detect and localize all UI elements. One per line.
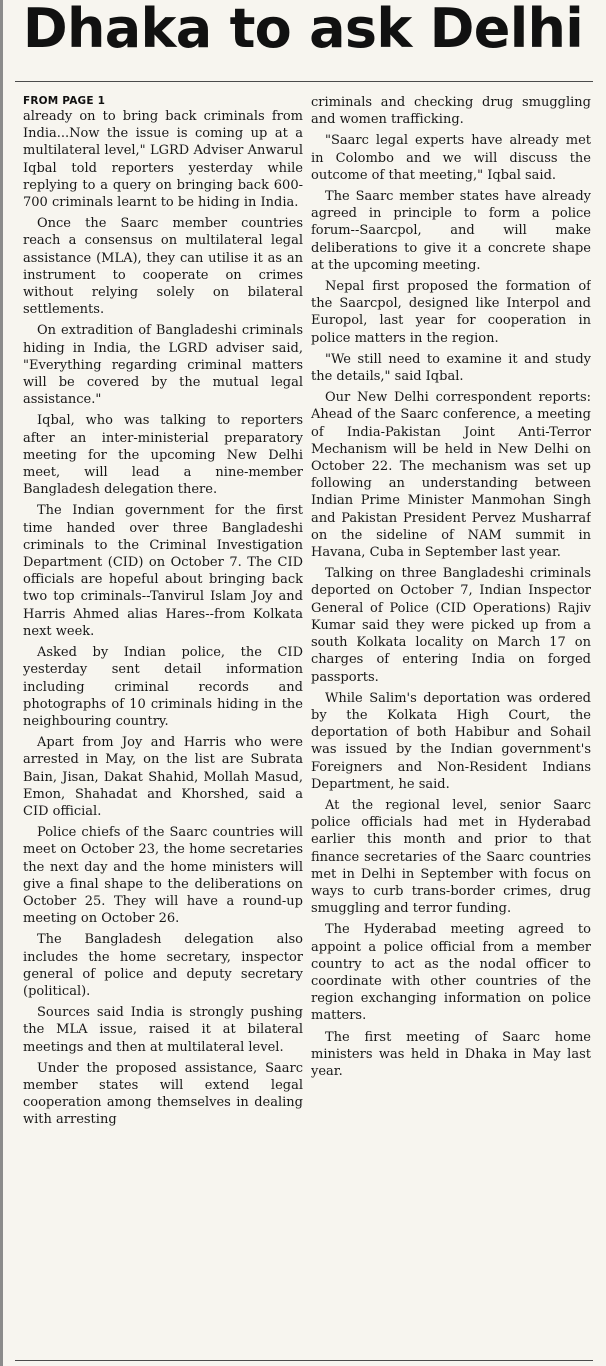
article-paragraph: The Indian government for the first time handed over three Bangladeshi criminals to the Criminal Investigation Department (CID) on October 7. The CID officials are hopeful about bringing back two top criminals--Tanvirul Islam Joy and Harris Ahmed alias Hares--from Kolkata next week. <box>23 503 303 639</box>
article-paragraph: criminals and checking drug smuggling and women trafficking. <box>311 95 591 128</box>
article-paragraph: The Saarc member states have already agreed in principle to form a police forum--Saarcpol, and will make deliberations to give it a concrete shape at the upcoming meeting. <box>311 189 591 273</box>
article-paragraph: already on to bring back criminals from India...Now the issue is coming up at a multilateral level," LGRD Adviser Anwarul Iqbal told reporters yesterday while replying to a query on bringing back 600-700 criminals learnt to be hiding in India. <box>23 109 303 211</box>
article-kicker: FROM PAGE 1 <box>23 95 106 107</box>
article-paragraph: While Salim's deportation was ordered by the Kolkata High Court, the deportation of both Habibur and Sohail was issued by the Indian government's Foreigners and Non-Resident Indians Department, he said. <box>311 690 591 792</box>
article-paragraph: The Hyderabad meeting agreed to appoint a police official from a member country to act as the nodal officer to coordinate with other countries of the region exchanging information on police matters. <box>311 922 591 1024</box>
article-paragraph: Once the Saarc member countries reach a consensus on multilateral legal assistance (MLA), they can utilise it as an instrument to cooperate on crimes without relying solely on bilateral settlements. <box>23 216 303 318</box>
article-paragraph: Our New Delhi correspondent reports: Ahead of the Saarc conference, a meeting of India-Pakistan Joint Anti-Terror Mechanism will be held in New Delhi on October 22. The mechanism was set up following an understanding between Indian Prime Minister Manmohan Singh and Pakistan President Pervez Musharraf on the sideline of NAM summit in Havana, Cuba in September last year. <box>311 390 591 561</box>
article-column-left <box>23 94 303 1350</box>
article-paragraph: Iqbal, who was talking to reporters after an inter-ministerial preparatory meeting for the upcoming New Delhi meet, will lead a nine-member Bangladesh delegation there. <box>23 413 303 498</box>
article-paragraph: "Saarc legal experts have already met in Colombo and we will discuss the outcome of that meeting," Iqbal said. <box>311 133 591 183</box>
article-paragraph: Talking on three Bangladeshi criminals deported on October 7, Indian Inspector General of Police (CID Operations) Rajiv Kumar said they were picked up from a south Kolkata locality on March 17 on charges of entering India on forged passports. <box>311 566 591 685</box>
article-paragraph: Under the proposed assistance, Saarc member states will extend legal cooperation among themselves in dealing with arresting <box>23 1060 303 1128</box>
article-paragraph: Sources said India is strongly pushing the MLA issue, raised it at bilateral meetings and then at multilateral level. <box>23 1005 303 1055</box>
article-paragraph: Police chiefs of the Saarc countries will meet on October 23, the home secretaries the next day and the home ministers will give a final shape to the deliberations on October 25. They will have a round-up meeting on October 26. <box>23 825 303 927</box>
article-paragraph: Nepal first proposed the formation of the Saarcpol, designed like Interpol and Europol, last year for cooperation in police matters in the region. <box>311 279 591 346</box>
article-paragraph: The first meeting of Saarc home ministers was held in Dhaka in May last year. <box>311 1029 591 1079</box>
article-paragraph: Asked by Indian police, the CID yesterday sent detail information including criminal records and photographs of 10 criminals hiding in the neighbouring country. <box>23 645 303 729</box>
scan-edge <box>0 0 3 1366</box>
article-column-right <box>311 94 591 1350</box>
article-paragraph: On extradition of Bangladeshi criminals hiding in India, the LGRD adviser said, "Everything regarding criminal matters will be covered by the mutual legal assistance." <box>23 323 303 408</box>
bottom-divider <box>15 1360 593 1361</box>
article-paragraph: The Bangladesh delegation also includes the home secretary, inspector general of police and deputy secretary (political). <box>23 932 303 999</box>
article-headline: Dhaka to ask Delhi <box>22 0 584 60</box>
article-paragraph: Apart from Joy and Harris who were arrested in May, on the list are Subrata Bain, Jisan, Dakat Shahid, Mollah Masud, Emon, Shahadat and Khorshed, said a CID official. <box>23 735 303 819</box>
article-paragraph: "We still need to examine it and study the details," said Iqbal. <box>311 351 591 385</box>
headline-divider <box>15 81 593 82</box>
article-paragraph: At the regional level, senior Saarc police officials had met in Hyderabad earlier this month and prior to that finance secretaries of the Saarc countries met in Delhi in September with focus on ways to curb trans-border crimes, drug smuggling and terror funding. <box>311 797 591 917</box>
